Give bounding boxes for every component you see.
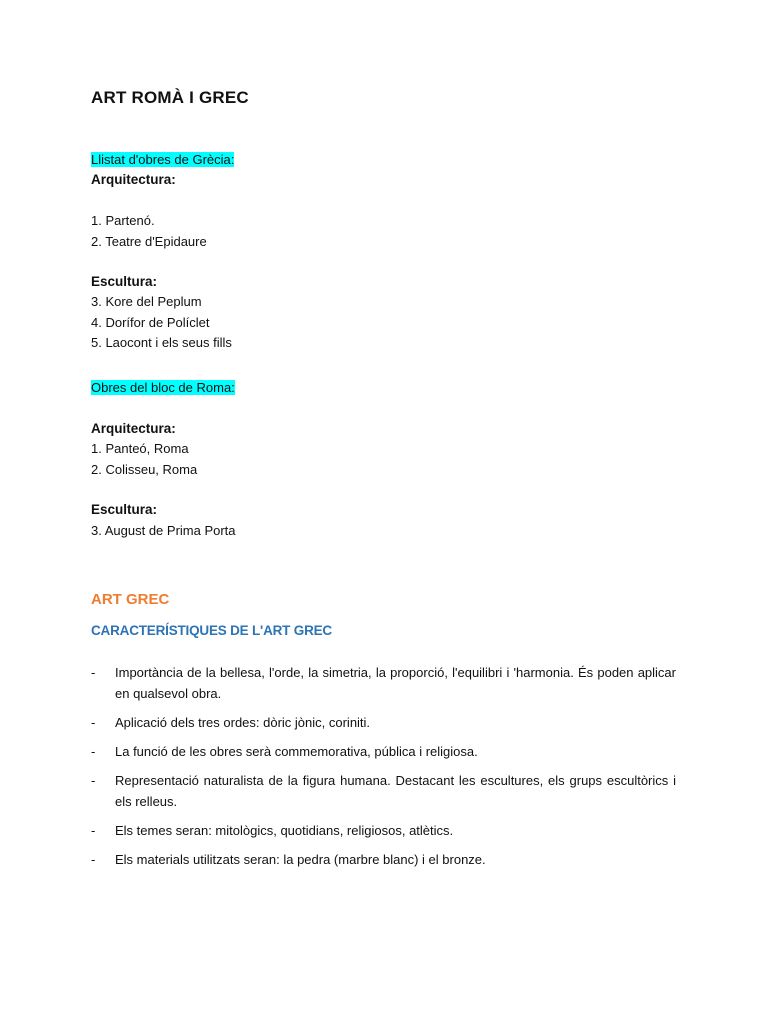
- characteristics-list: [91, 662, 676, 878]
- list-item: 1. Panteó, Roma: [91, 441, 189, 456]
- bullet-dash: -: [91, 823, 96, 838]
- list-item: [91, 662, 676, 704]
- list-item: 1. Partenó.: [91, 213, 155, 228]
- bullet-dash: -: [91, 744, 96, 759]
- rome-heading: Obres del bloc de Roma:: [91, 380, 235, 395]
- rome-heading-block: [91, 378, 235, 399]
- bullet-dash: -: [91, 715, 96, 730]
- bullet-text: Els temes seran: mitològics, quotidians, religiosos, atlètics.: [115, 823, 454, 838]
- bullet-text: Representació naturalista de la figura humana. Destacant les escultures, els grups escultòrics i els relleus.: [115, 773, 676, 809]
- bullet-dash: -: [91, 665, 96, 680]
- greece-heading: Llistat d'obres de Grècia:: [91, 152, 235, 167]
- greece-heading-block: [91, 150, 234, 171]
- bullet-text: Importància de la bellesa, l'orde, la simetria, la proporció, l'equilibri i 'harmonia. És poden aplicar en qualsevol obra.: [115, 665, 676, 701]
- rome-architecture-label: Arquitectura:: [91, 421, 176, 436]
- greece-architecture-label: Arquitectura:: [91, 172, 176, 187]
- bullet-text: La funció de les obres serà commemorativa, pública i religiosa.: [115, 744, 478, 759]
- rome-sculpture-label: Escultura:: [91, 502, 158, 517]
- rome-sculpture-list: [91, 521, 236, 542]
- list-item: 3. Kore del Peplum: [91, 294, 202, 309]
- list-item: [91, 849, 676, 870]
- list-item: [91, 712, 676, 733]
- list-item: 5. Laocont i els seus fills: [91, 335, 232, 350]
- greece-sculpture-label: Escultura:: [91, 274, 158, 289]
- greece-sculpture-list: [91, 292, 232, 354]
- bullet-dash: -: [91, 773, 96, 788]
- characteristics-heading: CARACTERÍSTIQUES DE L'ART GREC: [91, 623, 332, 638]
- list-item: [91, 820, 676, 841]
- document-title: ART ROMÀ I GREC: [91, 88, 249, 107]
- list-item: 2. Colisseu, Roma: [91, 461, 198, 477]
- art-grec-heading: ART GREC: [91, 591, 170, 608]
- list-item: [91, 770, 676, 812]
- greece-architecture-list: [91, 211, 207, 252]
- list-item: [91, 741, 676, 762]
- rome-architecture-list: [91, 439, 197, 480]
- list-item: 3. August de Prima Porta: [91, 523, 236, 538]
- list-item: 4. Dorífor de Políclet: [91, 314, 210, 330]
- bullet-text: Els materials utilitzats seran: la pedra (marbre blanc) i el bronze.: [115, 852, 486, 867]
- list-item: 2. Teatre d'Epidaure: [91, 233, 207, 249]
- bullet-text: Aplicació dels tres ordes: dòric jònic, coriniti.: [115, 715, 371, 730]
- bullet-dash: -: [91, 852, 96, 867]
